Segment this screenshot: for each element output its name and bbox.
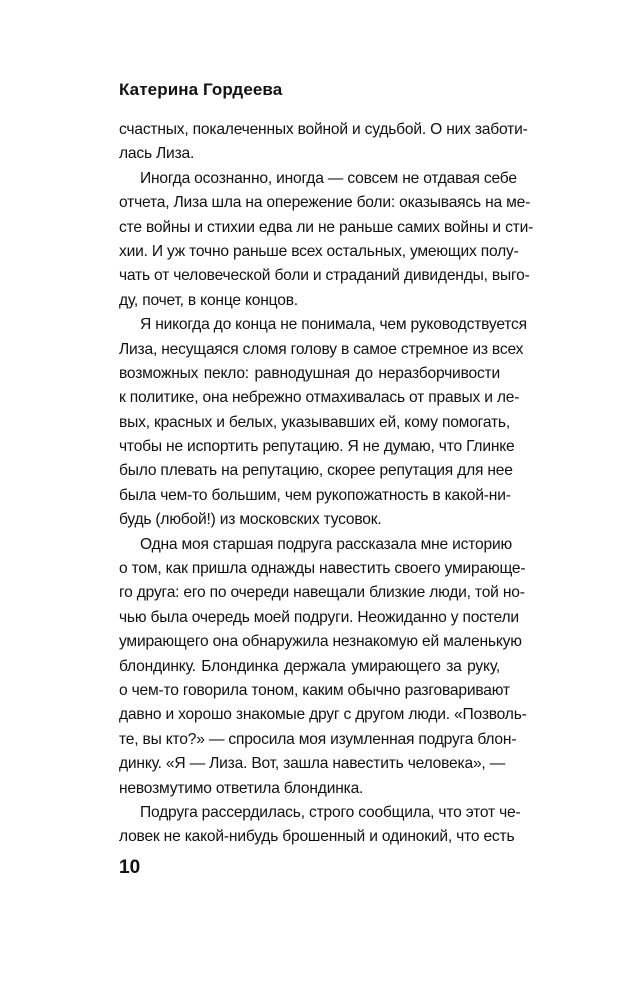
text-line: о том, как пришла однажды навестить своего умирающе- [119, 560, 526, 578]
text-line: умирающего она обнаружила незнакомую ей маленькую [119, 633, 522, 651]
text-line: счастных, покалеченных войной и судьбой. О них заботи- [119, 121, 528, 138]
text-line: чать от человеческой боли и страданий дивиденды, выго- [119, 267, 530, 285]
text-line: го друга: его по очереди навещали близкие люди, той но- [119, 584, 525, 602]
text-line: вых, красных и белых, указывавших ей, кому помогать, [119, 413, 510, 431]
paragraph [119, 533, 527, 801]
paragraph [119, 801, 521, 850]
text-line: будь (любой!) из московских тусовок. [119, 511, 382, 529]
text-line: динку. «Я — Лиза. Вот, зашла навестить человека», — [119, 755, 506, 773]
running-head-author: Катерина Гордеева [119, 80, 283, 99]
text-line: Я никогда до конца не понимала, чем руководствуется [140, 316, 527, 334]
body-text [119, 118, 534, 850]
text-line: невозмутимо ответила блондинка. [119, 779, 364, 797]
text-line: Одна моя старшая подруга рассказала мне историю [140, 535, 512, 553]
page-number: 10 [119, 857, 141, 878]
text-line: блондинку. Блондинка держала умирающего за руку, [119, 657, 500, 675]
text-line: лась Лиза. [119, 145, 195, 163]
paragraph [119, 313, 527, 533]
text-line: сте войны и стихии едва ли не раньше самих войны и сти- [119, 218, 534, 236]
text-line: была чем-то большим, чем рукопожатность в какой-ни- [119, 486, 511, 504]
text-line: было плевать на репутацию, скорее репутация для нее [119, 462, 513, 480]
text-line: о чем-то говорила тоном, каким обычно разговаривают [119, 681, 510, 699]
text-line: чью была очередь моей подруги. Неожиданно у постели [119, 608, 519, 626]
text-line: Лиза, несущаяся сломя голову в самое стремное из всех [119, 340, 524, 358]
text-line: ду, почет, в конце концов. [119, 291, 298, 309]
text-line: отчета, Лиза шла на опережение боли: оказываясь на ме- [119, 194, 531, 212]
text-line: Иногда осознанно, иногда — совсем не отдавая себе [140, 169, 517, 187]
text-line: хии. И уж точно раньше всех остальных, умеющих полу- [119, 242, 519, 260]
paragraph [119, 118, 528, 167]
text-line: возможных пекло: равнодушная до неразборчивости [119, 364, 500, 382]
text-line: Подруга рассердилась, строго сообщила, что этот че- [140, 803, 521, 821]
text-line: чтобы не испортить репутацию. Я не думаю, что Глинке [119, 438, 515, 456]
paragraph [119, 167, 534, 313]
text-line: к политике, она небрежно отмахивалась от правых и ле- [119, 389, 520, 407]
text-line: те, вы кто?» — спросила моя изумленная подруга блон- [119, 730, 517, 748]
text-line: давно и хорошо знакомые друг с другом люди. «Позволь- [119, 706, 527, 724]
text-line: ловек не какой-нибудь брошенный и одинокий, что есть [119, 828, 515, 846]
